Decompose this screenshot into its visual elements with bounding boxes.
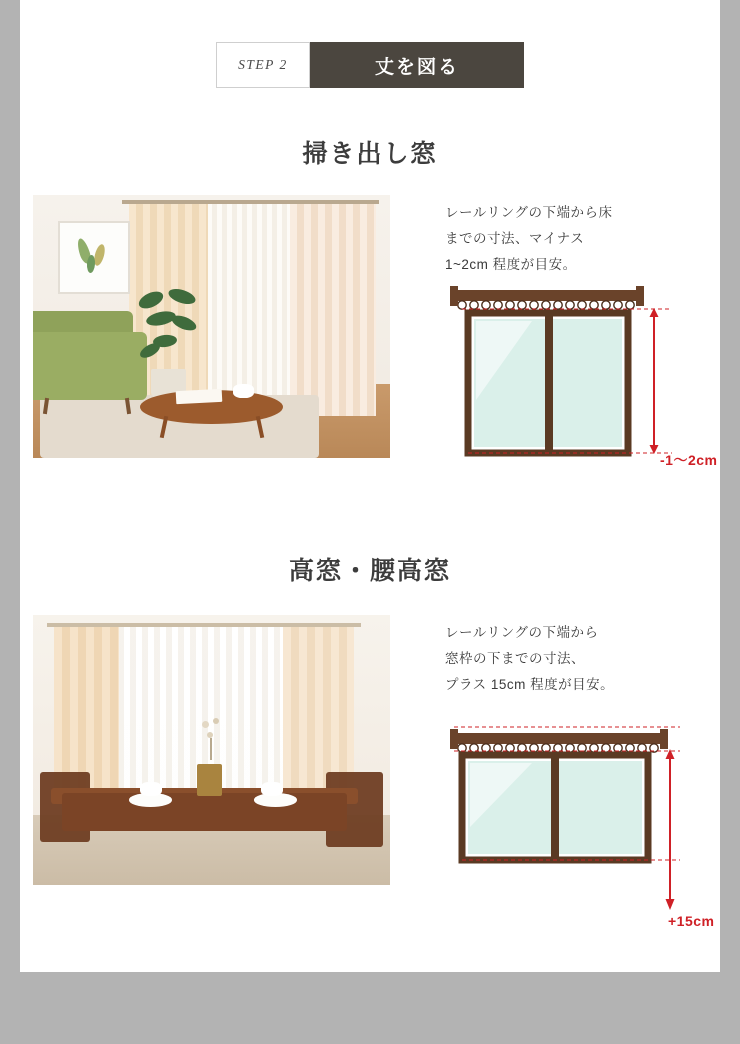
flower-bud (202, 721, 209, 728)
photo-sheer-curtain (197, 200, 304, 416)
plant-leaf (136, 288, 165, 312)
arrow-head-up (666, 749, 675, 759)
rail-rings (458, 301, 634, 309)
photo-plant (133, 290, 212, 374)
photo-cup (140, 782, 161, 796)
step-number-label: STEP 2 (238, 57, 288, 72)
rail-bracket-right (660, 729, 668, 749)
arrow-head-up (650, 308, 659, 317)
step-title-box (310, 42, 524, 88)
window-mullion (551, 758, 559, 857)
dimension-label-takamado: +15cm (668, 913, 715, 929)
plant-leaf (166, 286, 197, 307)
section-title-takamado: 高窓・腰高窓 (288, 557, 451, 585)
caption-line: レールリングの下端から (445, 625, 599, 640)
photo-living-room (33, 195, 390, 458)
caption-line: プラス 15cm 程度が目安。 (445, 677, 615, 692)
photo-curtain-rod (122, 200, 379, 204)
flower-stem (210, 738, 212, 760)
rail-bracket-right (636, 286, 644, 306)
rail-bar (454, 290, 640, 301)
photo-wall-art (58, 221, 130, 293)
step-title-label: 丈を図る (374, 56, 459, 78)
section-title-hakidashi: 掃き出し窓 (302, 140, 438, 168)
flower-bud (213, 718, 219, 724)
step-header (216, 42, 524, 88)
dimension-label-hakidashi: -1〜2cm (660, 452, 718, 468)
art-leaf-icon (86, 254, 95, 273)
photo-cup (233, 384, 254, 397)
photo-dining-table (62, 793, 348, 831)
photo-curtain-rod (47, 623, 361, 627)
diagram-takamado-window (432, 705, 722, 945)
window-glass-right (552, 319, 622, 447)
flower-bud (207, 732, 213, 738)
caption-line: 1~2cm 程度が目安。 (445, 257, 577, 272)
arrow-head-down (666, 899, 675, 910)
plant-leaf (169, 312, 198, 333)
window-glass-right (558, 761, 642, 854)
caption-line: レールリングの下端から床 (445, 205, 613, 220)
page-canvas (20, 0, 720, 972)
window-mullion (545, 316, 553, 450)
plant-leaf (138, 340, 163, 361)
caption-line: までの寸法、マイナス (445, 231, 585, 246)
step-number-box (216, 42, 310, 88)
rail-bar (454, 733, 666, 744)
rail-bracket-left (450, 286, 458, 306)
rail-rings (458, 744, 658, 752)
photo-cup (261, 782, 282, 796)
photo-book (175, 388, 222, 404)
caption-line: 窓枠の下までの寸法、 (445, 651, 585, 666)
photo-sofa (33, 332, 147, 400)
photo-vase (197, 764, 222, 796)
caption-takamado (445, 620, 695, 698)
photo-dining-room (33, 615, 390, 885)
photo-curtain-right (290, 200, 376, 416)
rail-bracket-left (450, 729, 458, 749)
caption-hakidashi (445, 200, 695, 278)
